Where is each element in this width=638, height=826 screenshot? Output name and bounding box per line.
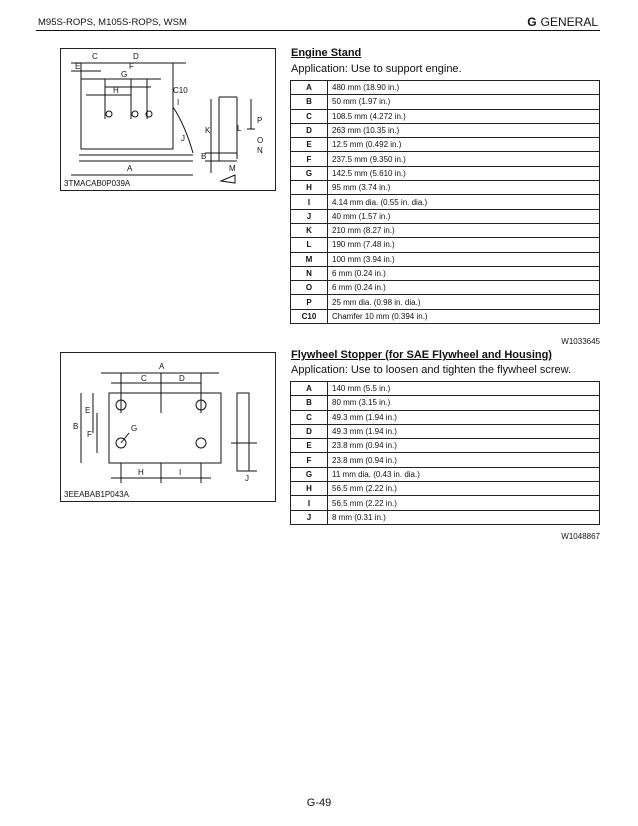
spec-key: E [291,439,328,453]
spec-value: 23.8 mm (0.94 in.) [328,453,600,467]
flywheel-label-C: C [141,374,147,383]
spec-row [291,410,600,424]
spec-value: 142.5 mm (5.610 in.) [328,166,600,180]
page-number: G-49 [306,797,332,809]
spec-key: G [291,166,328,180]
flywheel-label-I: I [179,468,182,477]
spec-row [291,309,600,323]
flywheel-stopper-application: Application: Use to loosen and tighten the flywheel screw. [291,364,572,376]
flywheel-label-F: F [87,430,92,439]
engine-stand-label-G: G [121,70,128,79]
spec-row [291,209,600,223]
header-section [527,15,598,29]
flywheel-label-E: E [85,406,91,415]
spec-key: H [291,181,328,195]
spec-value: 210 mm (8.27 in.) [328,223,600,237]
spec-value: 50 mm (1.97 in.) [328,95,600,109]
spec-key: J [291,510,328,524]
spec-row [291,138,600,152]
engine-stand-spec-table [290,80,600,324]
spec-value: 12.5 mm (0.492 in.) [328,138,600,152]
section-name: GENERAL [540,15,598,29]
spec-key: K [291,223,328,237]
spec-value: 263 mm (10.35 in.) [328,123,600,137]
spec-value: 95 mm (3.74 in.) [328,181,600,195]
spec-key: M [291,252,328,266]
spec-key: F [291,152,328,166]
spec-key: A [291,382,328,396]
engine-stand-label-I: I [177,98,180,107]
spec-value: 56.5 mm (2.22 in.) [328,482,600,496]
spec-row [291,295,600,309]
spec-key: O [291,281,328,295]
spec-key: I [291,195,328,209]
spec-value: 108.5 mm (4.272 in.) [328,109,600,123]
flywheel-stopper-spec-table [290,381,600,525]
spec-value: 6 mm (0.24 in.) [328,266,600,280]
engine-stand-label-F: F [129,62,134,71]
engine-stand-label-A: A [127,164,133,173]
spec-value: 8 mm (0.31 in.) [328,510,600,524]
spec-key: C [291,410,328,424]
spec-key: L [291,238,328,252]
spec-value: 6 mm (0.24 in.) [328,281,600,295]
flywheel-stopper-title: Flywheel Stopper (for SAE Flywheel and Housing) [291,349,552,361]
spec-value: 56.5 mm (2.22 in.) [328,496,600,510]
spec-row [291,281,600,295]
spec-value: 237.5 mm (9.350 in.) [328,152,600,166]
flywheel-stopper-figure [60,352,276,502]
engine-stand-title: Engine Stand [291,47,362,59]
spec-value: 49.3 mm (1.94 in.) [328,410,600,424]
spec-row [291,123,600,137]
engine-stand-application: Application: Use to support engine. [291,63,462,75]
spec-row [291,482,600,496]
spec-row [291,496,600,510]
spec-row [291,510,600,524]
spec-key: C10 [291,309,328,323]
spec-key: B [291,95,328,109]
engine-stand-drawing [61,49,275,190]
spec-row [291,181,600,195]
spec-key: I [291,496,328,510]
spec-key: A [291,81,328,95]
spec-key: J [291,209,328,223]
engine-stand-label-H: H [113,86,119,95]
engine-stand-code: W1033645 [561,337,600,346]
spec-row [291,439,600,453]
engine-stand-label-C10: C10 [173,86,188,95]
spec-row [291,396,600,410]
flywheel-label-B: B [73,422,79,431]
spec-row [291,195,600,209]
spec-value: 80 mm (3.15 in.) [328,396,600,410]
flywheel-label-G: G [131,424,138,433]
engine-stand-label-D: D [133,52,139,61]
spec-value: 140 mm (5.5 in.) [328,382,600,396]
section-letter: G [527,15,537,29]
spec-row [291,109,600,123]
header-rule [36,30,600,31]
spec-key: B [291,396,328,410]
flywheel-stopper-code: W1048867 [561,532,600,541]
spec-key: F [291,453,328,467]
engine-stand-label-K: K [205,126,211,135]
spec-value: 25 mm dia. (0.98 in. dia.) [328,295,600,309]
spec-row [291,252,600,266]
spec-key: N [291,266,328,280]
figure-caption: 3EEABAB1P043A [64,490,129,499]
flywheel-stopper-drawing [61,353,275,501]
spec-row [291,238,600,252]
spec-row [291,223,600,237]
flywheel-label-J: J [245,474,249,483]
engine-stand-label-N: N [257,146,263,155]
spec-row [291,382,600,396]
engine-stand-label-L: L [237,124,242,133]
engine-stand-label-C: C [92,52,98,61]
spec-value: 100 mm (3.94 in.) [328,252,600,266]
spec-key: D [291,424,328,438]
engine-stand-label-J: J [181,134,185,143]
engine-stand-label-P: P [257,116,263,125]
spec-value: Chamfer 10 mm (0.394 in.) [328,309,600,323]
spec-key: G [291,467,328,481]
engine-stand-label-M: M [229,164,236,173]
spec-key: D [291,123,328,137]
spec-value: 40 mm (1.57 in.) [328,209,600,223]
spec-row [291,266,600,280]
spec-value: 11 mm dia. (0.43 in. dia.) [328,467,600,481]
engine-stand-label-B: B [201,152,207,161]
spec-row [291,166,600,180]
spec-row [291,467,600,481]
engine-stand-label-E: E [75,62,81,71]
spec-row [291,95,600,109]
spec-key: C [291,109,328,123]
spec-key: E [291,138,328,152]
flywheel-label-H: H [138,468,144,477]
flywheel-label-A: A [159,362,165,371]
spec-row [291,152,600,166]
spec-value: 190 mm (7.48 in.) [328,238,600,252]
spec-row [291,81,600,95]
spec-key: H [291,482,328,496]
spec-value: 480 mm (18.90 in.) [328,81,600,95]
engine-stand-label-O: O [257,136,264,145]
header-title: M95S-ROPS, M105S-ROPS, WSM [38,17,187,28]
engine-stand-figure [60,48,276,191]
spec-value: 4.14 mm dia. (0.55 in. dia.) [328,195,600,209]
spec-value: 49.3 mm (1.94 in.) [328,424,600,438]
spec-row [291,424,600,438]
flywheel-label-D: D [179,374,185,383]
spec-value: 23.8 mm (0.94 in.) [328,439,600,453]
spec-row [291,453,600,467]
figure-caption: 3TMACAB0P039A [64,179,131,188]
spec-key: P [291,295,328,309]
